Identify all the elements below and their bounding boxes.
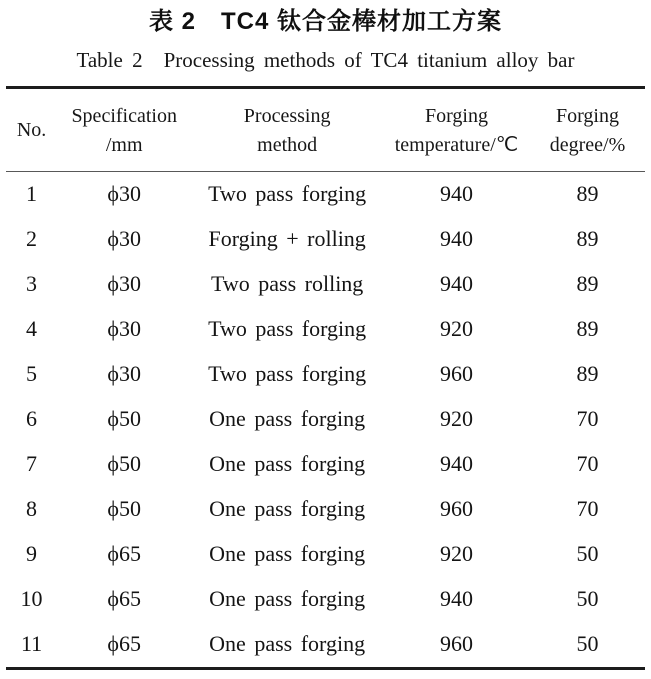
cell-forging-temperature: 920 <box>439 316 473 342</box>
cell-no: 9 <box>26 541 38 567</box>
cell-specification: ϕ30 <box>107 361 141 387</box>
column-header-forging-degree <box>530 87 645 171</box>
cell-forging-temperature: 940 <box>439 226 473 252</box>
column-header-forging-temperature-line1: Forging <box>424 104 488 127</box>
cell-forging-temperature: 940 <box>439 451 473 477</box>
table-row <box>6 487 645 532</box>
table-row <box>6 397 645 442</box>
table-title-english: Table 2 Processing methods of TC4 titanium alloy bar <box>76 47 575 72</box>
cell-forging-degree: 70 <box>576 406 599 432</box>
cell-forging-temperature: 940 <box>439 271 473 297</box>
cell-specification: ϕ50 <box>107 496 141 522</box>
cell-forging-temperature: 960 <box>439 631 473 657</box>
cell-specification: ϕ50 <box>107 451 141 477</box>
table-row <box>6 622 645 669</box>
cell-specification: ϕ30 <box>107 181 141 207</box>
table-row <box>6 262 645 307</box>
table-header-row <box>6 87 645 171</box>
cell-forging-degree: 50 <box>576 631 599 657</box>
cell-forging-degree: 89 <box>576 271 599 297</box>
cell-no: 4 <box>26 316 38 342</box>
cell-forging-degree: 89 <box>576 361 599 387</box>
table-row <box>6 442 645 487</box>
cell-forging-degree: 70 <box>576 496 599 522</box>
cell-specification: ϕ65 <box>107 541 141 567</box>
cell-forging-degree: 50 <box>576 541 599 567</box>
table-row <box>6 532 645 577</box>
cell-processing-method: Forging + rolling <box>208 226 366 252</box>
cell-forging-temperature: 920 <box>439 541 473 567</box>
table-row <box>6 171 645 217</box>
cell-forging-temperature: 960 <box>439 496 473 522</box>
cell-specification: ϕ65 <box>107 631 141 657</box>
cell-no: 6 <box>26 406 38 432</box>
column-header-processing-method <box>191 87 383 171</box>
table-row <box>6 352 645 397</box>
cell-processing-method: One pass forging <box>209 631 366 657</box>
table-row <box>6 577 645 622</box>
cell-forging-temperature: 960 <box>439 361 473 387</box>
table-body <box>6 171 645 668</box>
cell-specification: ϕ30 <box>107 226 141 252</box>
cell-forging-temperature: 940 <box>439 586 473 612</box>
processing-methods-table <box>6 86 645 670</box>
column-header-specification-line2: /mm <box>105 133 143 156</box>
column-header-forging-temperature-line2: temperature/℃ <box>394 133 519 156</box>
column-header-forging-degree-line2: degree/% <box>549 133 626 156</box>
cell-forging-degree: 50 <box>576 586 599 612</box>
cell-specification: ϕ50 <box>107 406 141 432</box>
cell-no: 11 <box>20 631 43 657</box>
table-header <box>6 87 645 171</box>
column-header-specification <box>57 87 191 171</box>
cell-processing-method: Two pass rolling <box>210 271 364 297</box>
cell-processing-method: One pass forging <box>209 586 366 612</box>
cell-processing-method: One pass forging <box>209 406 366 432</box>
column-header-no-label: No. <box>16 119 47 142</box>
cell-no: 2 <box>26 226 38 252</box>
column-header-no <box>6 87 57 171</box>
cell-forging-degree: 89 <box>576 226 599 252</box>
cell-processing-method: One pass forging <box>209 541 366 567</box>
cell-forging-degree: 89 <box>576 316 599 342</box>
table-title-chinese: 表 2 TC4 钛合金棒材加工方案 <box>148 8 503 35</box>
cell-processing-method: One pass forging <box>209 451 366 477</box>
cell-processing-method: One pass forging <box>209 496 366 522</box>
cell-no: 8 <box>26 496 38 522</box>
cell-processing-method: Two pass forging <box>208 361 367 387</box>
cell-specification: ϕ65 <box>107 586 141 612</box>
cell-no: 10 <box>20 586 43 612</box>
column-header-specification-line1: Specification <box>71 104 177 127</box>
cell-processing-method: Two pass forging <box>208 316 367 342</box>
cell-forging-temperature: 940 <box>439 181 473 207</box>
cell-forging-degree: 70 <box>576 451 599 477</box>
cell-forging-degree: 89 <box>576 181 599 207</box>
table-row <box>6 307 645 352</box>
column-header-processing-method-line1: Processing <box>243 104 331 127</box>
cell-specification: ϕ30 <box>107 271 141 297</box>
cell-no: 1 <box>26 181 38 207</box>
cell-specification: ϕ30 <box>107 316 141 342</box>
cell-forging-temperature: 920 <box>439 406 473 432</box>
column-header-processing-method-line2: method <box>257 133 318 156</box>
table-row <box>6 217 645 262</box>
cell-no: 7 <box>26 451 38 477</box>
cell-no: 5 <box>26 361 38 387</box>
column-header-forging-temperature <box>383 87 530 171</box>
cell-processing-method: Two pass forging <box>208 181 367 207</box>
cell-no: 3 <box>26 271 38 297</box>
column-header-forging-degree-line1: Forging <box>555 104 619 127</box>
